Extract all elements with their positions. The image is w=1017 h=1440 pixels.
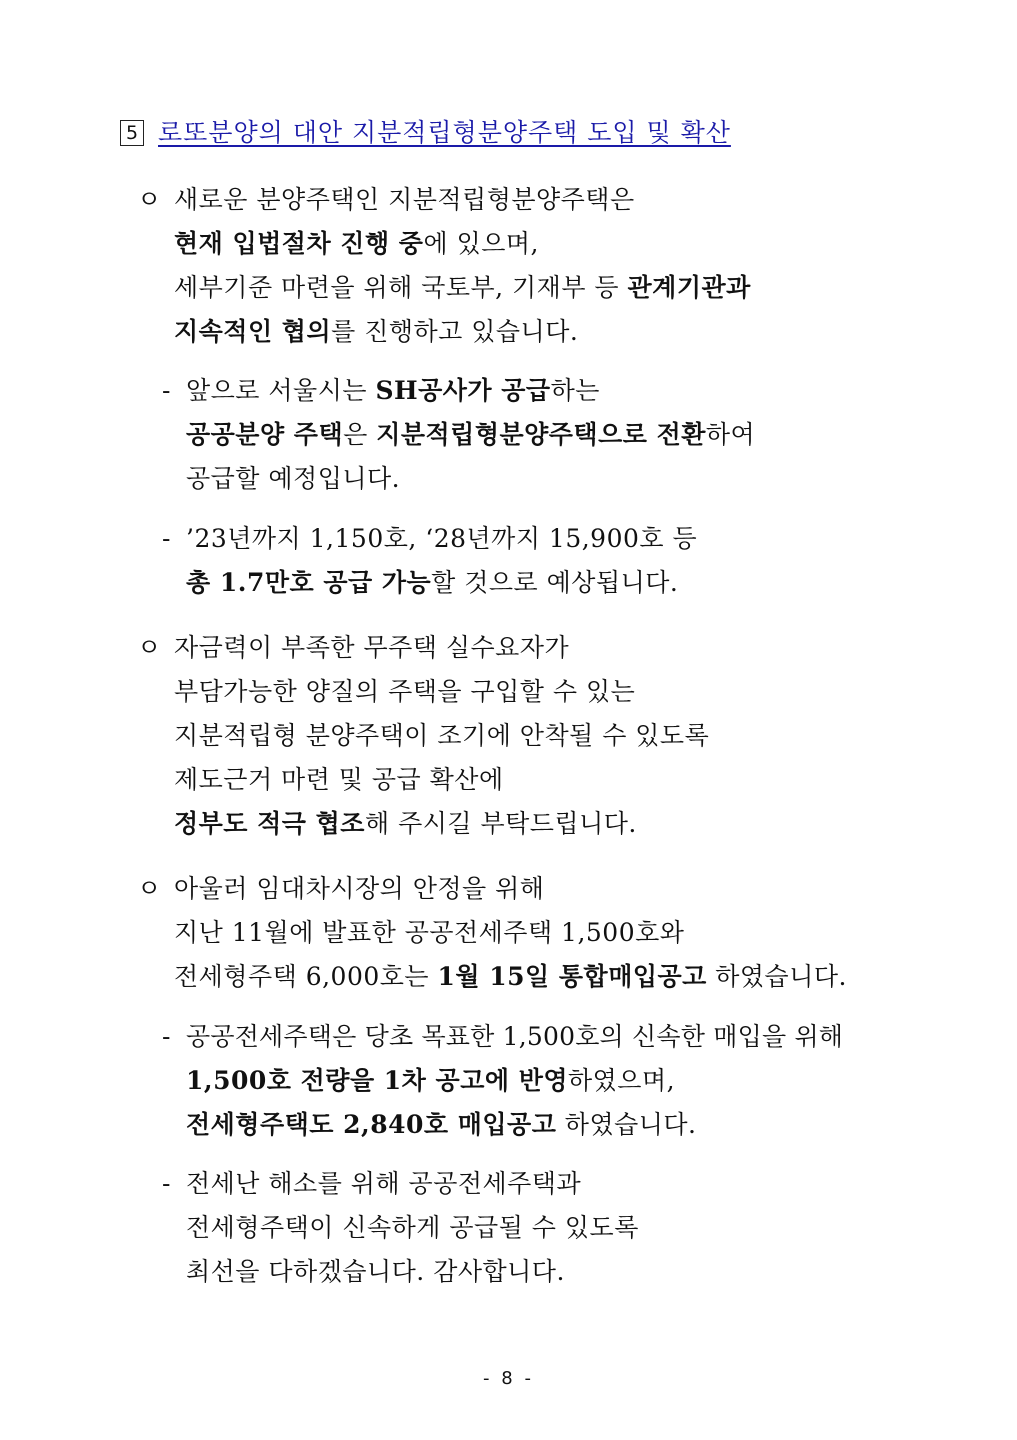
d1-line-2 <box>186 418 755 452</box>
p1-line-1: 새로운 분양주택인 지분적립형분양주택은 <box>174 185 635 214</box>
d2-line-2-rest: 할 것으로 예상됩니다. <box>431 568 679 597</box>
p1-line-4-bold: 지속적인 협의 <box>174 317 332 346</box>
d2-line-2 <box>186 566 678 600</box>
d1-line-1-rest-b: 하는 <box>550 376 600 405</box>
d3-line-3-bold: 전세형주택도 2,840호 매입공고 <box>186 1110 557 1139</box>
p2-line-3: 지분적립형 분양주택이 조기에 안착될 수 있도록 <box>174 721 710 750</box>
d3-line-2 <box>186 1064 675 1098</box>
d3-line-2-rest: 하였으며, <box>568 1066 676 1095</box>
d1-line-1 <box>186 374 600 408</box>
p1-line-4 <box>174 315 578 349</box>
bullet-circle-3: ㅇ <box>137 874 162 903</box>
section-title: 로또분양의 대안 지분적립형분양주택 도입 및 확산 <box>158 118 731 147</box>
p3-line-3-rest-a: 전세형주택 6,000호는 <box>174 962 438 991</box>
d3-line-3-rest: 하였습니다. <box>556 1110 697 1139</box>
p1-line-3-bold: 관계기관과 <box>627 273 751 302</box>
p3-line-3 <box>174 960 847 994</box>
bullet-dash-1: - <box>162 376 171 405</box>
p2-line-5 <box>174 807 637 841</box>
d1-line-2-bold-a: 공공분양 주택 <box>186 420 344 449</box>
bullet-dash-3: - <box>162 1022 171 1051</box>
p2-line-4: 제도근거 마련 및 공급 확산에 <box>174 765 504 794</box>
d2-line-1: ’23년까지 1,150호, ‘28년까지 15,900호 등 <box>186 524 698 553</box>
p1-line-3 <box>174 271 751 305</box>
bullet-dash-4: - <box>162 1169 171 1198</box>
p3-line-3-rest-b: 하였습니다. <box>706 962 847 991</box>
p3-line-3-bold: 1월 15일 통합매입공고 <box>437 962 707 991</box>
d1-line-2-rest-a: 은 <box>343 420 377 449</box>
p1-line-4-rest: 를 진행하고 있습니다. <box>331 317 579 346</box>
p3-line-1: 아울러 임대차시장의 안정을 위해 <box>174 874 545 903</box>
p3-line-2: 지난 11월에 발표한 공공전세주택 1,500호와 <box>174 918 685 947</box>
d1-line-1-bold: SH공사가 공급 <box>375 376 551 405</box>
d1-line-2-rest-b: 하여 <box>705 420 756 449</box>
page-number: - 8 - <box>483 1368 534 1389</box>
p1-line-2 <box>174 227 539 261</box>
d1-line-1-rest-a: 앞으로 서울시는 <box>186 376 376 405</box>
bullet-circle-2: ㅇ <box>137 633 162 662</box>
d1-line-2-bold-b: 지분적립형분양주택으로 전환 <box>376 420 706 449</box>
d4-line-3: 최선을 다하겠습니다. 감사합니다. <box>186 1257 565 1286</box>
d1-line-3: 공급할 예정입니다. <box>186 464 401 493</box>
d4-line-1: 전세난 해소를 위해 공공전세주택과 <box>186 1169 582 1198</box>
p2-line-2: 부담가능한 양질의 주택을 구입할 수 있는 <box>174 677 636 706</box>
section-number-box: 5 <box>120 120 144 146</box>
p2-line-1: 자금력이 부족한 무주택 실수요자가 <box>174 633 570 662</box>
d3-line-3 <box>186 1108 697 1142</box>
d4-line-2: 전세형주택이 신속하게 공급될 수 있도록 <box>186 1213 639 1242</box>
d3-line-2-bold: 1,500호 전량을 1차 공고에 반영 <box>186 1066 568 1095</box>
p1-line-2-bold: 현재 입법절차 진행 중 <box>174 229 424 258</box>
section-heading <box>120 116 731 150</box>
p2-line-5-rest: 해 주시길 부탁드립니다. <box>364 809 637 838</box>
d2-line-2-bold: 총 1.7만호 공급 가능 <box>186 568 432 597</box>
p1-line-2-rest: 에 있으며, <box>423 229 539 258</box>
p1-line-3-rest: 세부기준 마련을 위해 국토부, 기재부 등 <box>174 273 628 302</box>
bullet-dash-2: - <box>162 524 171 553</box>
bullet-circle-1: ㅇ <box>137 185 162 214</box>
p2-line-5-bold: 정부도 적극 협조 <box>174 809 365 838</box>
d3-line-1: 공공전세주택은 당초 목표한 1,500호의 신속한 매입을 위해 <box>186 1022 844 1051</box>
